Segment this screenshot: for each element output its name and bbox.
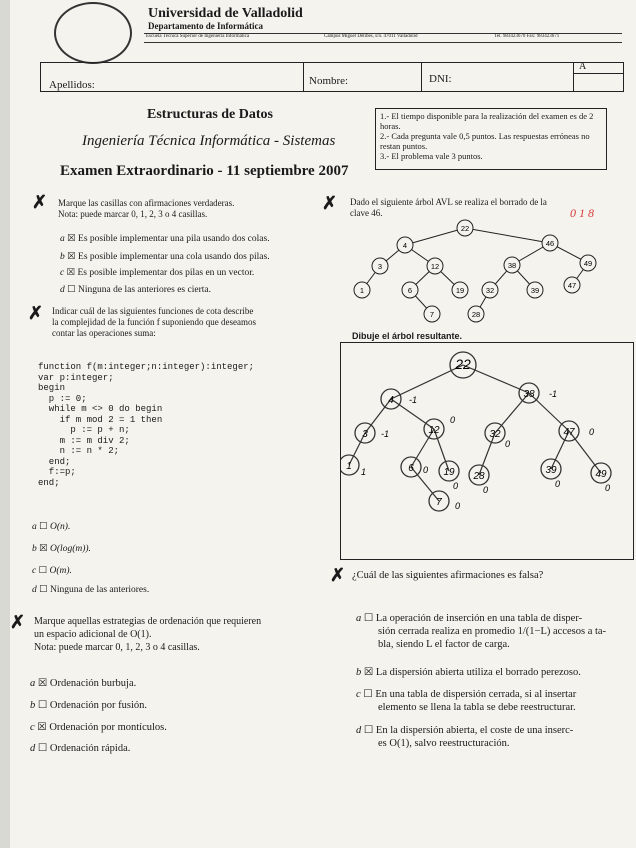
svg-text:6: 6 <box>408 463 414 474</box>
q2-option-b[interactable]: b ☒ O(log(m)). <box>32 544 91 554</box>
header-address-bar <box>144 33 622 43</box>
school-address: Campus Miguel Delibes, s/n. 47011 Valladolid <box>324 34 418 39</box>
q4-option-b[interactable]: b ☐ Ordenación por fusión. <box>30 700 148 711</box>
svg-text:38: 38 <box>523 389 535 400</box>
question-2-line-1: Indicar cuál de las siguientes funciones de cota describe <box>52 306 254 316</box>
hand-tree-node <box>424 415 455 439</box>
svg-text:49: 49 <box>583 259 593 268</box>
tree-node <box>580 255 596 271</box>
school-name: Escuela Técnica Superior de Ingeniería Informática <box>146 34 250 39</box>
question-1-mark: ✗ <box>32 192 48 212</box>
tree-node <box>542 235 558 251</box>
checkbox[interactable]: ☒ <box>66 268 76 278</box>
name-label: Nombre: <box>309 75 349 87</box>
balance-note: 1 <box>361 467 367 477</box>
checkbox[interactable]: ☒ <box>37 678 48 689</box>
q5-option-a[interactable]: a ☐ La operación de inserción en una tabla de disper- sión cerrada realiza en promedio 1/(1−L) accesos a ta- bla, siendo L el factor de carga. <box>356 613 607 650</box>
hand-tree-edge <box>463 365 529 393</box>
svg-text:12: 12 <box>430 262 440 271</box>
tree-node <box>504 257 520 273</box>
tree-node <box>424 306 440 322</box>
tree-node <box>564 277 580 293</box>
course-title: Estructuras de Datos <box>147 107 273 122</box>
avl-tree <box>340 218 632 328</box>
tree-node <box>468 306 484 322</box>
q5-option-d[interactable]: d ☐ En la dispersión abierta, el coste de una inserc- es O(1), salvo reestructuración. <box>356 725 574 749</box>
checkbox[interactable]: ☒ <box>67 234 76 244</box>
q1-option-d[interactable]: d ☐ Ninguna de las anteriores es cierta. <box>60 285 211 295</box>
university-name: Universidad de Valladolid <box>148 6 303 21</box>
question-1-text: Marque las casillas con afirmaciones verdaderas. <box>58 198 235 208</box>
hand-tree-node <box>355 423 389 443</box>
question-4-line-1: Marque aquellas estrategias de ordenación que requieren <box>34 616 262 627</box>
svg-text:1: 1 <box>346 461 352 472</box>
hand-tree-node <box>469 465 489 495</box>
checkbox[interactable]: ☒ <box>363 667 374 678</box>
svg-text:47: 47 <box>563 427 575 438</box>
checkbox[interactable]: ☐ <box>39 522 48 532</box>
checkbox[interactable]: ☐ <box>37 700 48 711</box>
balance-note: 0 <box>505 439 511 449</box>
university-seal <box>54 2 132 64</box>
svg-text:22: 22 <box>460 224 470 233</box>
exam-rules-box <box>375 108 607 170</box>
svg-text:39: 39 <box>530 286 540 295</box>
q4-option-c[interactable]: c ☒ Ordenación por montículos. <box>30 722 167 733</box>
q4-option-d[interactable]: d ☐ Ordenación rápida. <box>30 743 131 754</box>
tree-edge <box>465 228 550 243</box>
code-listing: function f(m:integer;n:integer):integer; var p:integer; begin p := 0; while m <> 0 do begin if m mod 2 = 1 then p := p + n; m := m div 2; n := n * 2; end; f:=p; end; <box>38 362 255 488</box>
question-5-mark: ✗ <box>330 565 346 585</box>
question-2-line-2: la complejidad de la función f suponiendo que deseamos <box>52 317 256 327</box>
balance-note: 0 <box>605 483 611 493</box>
checkbox[interactable]: ☐ <box>363 725 374 736</box>
svg-text:3: 3 <box>377 262 383 271</box>
tree-node <box>452 282 468 298</box>
rule-3: 3.- El problema vale 3 puntos. <box>380 151 483 161</box>
hand-tree-node <box>450 352 476 378</box>
question-3-line-1: Dado el siguiente árbol AVL se realiza el borrado de la <box>350 197 547 207</box>
question-3-mark: ✗ <box>322 193 338 213</box>
student-id-box <box>40 62 624 92</box>
drawing-area[interactable] <box>340 342 634 560</box>
question-4-line-2: un espacio adicional de O(1). <box>34 629 152 640</box>
svg-text:39: 39 <box>545 465 557 476</box>
exam-title: Examen Extraordinario - 11 septiembre 2007 <box>60 163 349 179</box>
hand-tree-edge <box>365 399 391 433</box>
tree-node <box>482 282 498 298</box>
question-5-text: ¿Cuál de las siguientes afirmaciones es falsa? <box>352 570 544 581</box>
balance-note: 0 <box>450 415 456 425</box>
hand-tree-node <box>559 421 594 441</box>
q5-option-c[interactable]: c ☐ En una tabla de dispersión cerrada, si al insertar elemento se llena la tabla se debe reestructurar. <box>356 689 577 713</box>
balance-note: 0 <box>589 427 595 437</box>
svg-text:22: 22 <box>455 356 471 372</box>
tree-node <box>527 282 543 298</box>
balance-note: -1 <box>549 389 558 399</box>
balance-note: 0 <box>453 481 459 491</box>
hand-tree-node <box>341 455 366 477</box>
checkbox[interactable]: ☐ <box>363 613 374 624</box>
svg-text:28: 28 <box>471 310 481 319</box>
hand-tree-node <box>401 457 428 477</box>
q5-option-b[interactable]: b ☒ La dispersión abierta utiliza el borrado perezoso. <box>356 667 581 678</box>
svg-text:3: 3 <box>362 429 368 440</box>
question-4-note: Nota: puede marcar 0, 1, 2, 3 o 4 casillas. <box>34 642 200 653</box>
tree-node <box>402 282 418 298</box>
exam-sheet <box>10 0 636 848</box>
balance-note: 0 <box>455 501 461 511</box>
tree-node <box>397 237 413 253</box>
department-name: Departamento de Informática <box>148 21 263 31</box>
tree-node <box>372 258 388 274</box>
handwritten-note: 0 1 8 <box>570 206 594 220</box>
svg-text:32: 32 <box>485 286 495 295</box>
checkbox[interactable]: ☐ <box>37 743 48 754</box>
model-letter: A <box>579 61 587 72</box>
hand-tree-edge <box>391 365 463 399</box>
svg-text:4: 4 <box>402 241 408 250</box>
checkbox[interactable]: ☐ <box>38 566 48 576</box>
q2-option-c[interactable]: c ☐ O(m). <box>32 566 72 576</box>
checkbox[interactable]: ☒ <box>39 544 48 554</box>
svg-text:38: 38 <box>507 261 517 270</box>
question-2-line-3: contar las operaciones suma: <box>52 328 156 338</box>
checkbox[interactable]: ☒ <box>37 722 47 733</box>
handwritten-tree <box>341 343 633 559</box>
hand-tree-node <box>541 459 561 489</box>
surname-label: Apellidos: <box>49 79 95 91</box>
svg-text:7: 7 <box>429 310 435 319</box>
hand-tree-node <box>439 461 459 491</box>
checkbox[interactable]: ☒ <box>67 252 76 262</box>
checkbox[interactable]: ☐ <box>39 585 48 595</box>
q1-option-a[interactable]: a ☒ Es posible implementar una pila usando dos colas. <box>60 234 270 244</box>
rule-1: 1.- El tiempo disponible para la realización del examen es de 2 horas. <box>380 111 594 131</box>
svg-text:4: 4 <box>388 395 394 406</box>
svg-text:19: 19 <box>455 286 465 295</box>
tree-node <box>457 220 473 236</box>
q4-option-a[interactable]: a ☒ Ordenación burbuja. <box>30 678 137 689</box>
balance-note: -1 <box>409 395 418 405</box>
hand-tree-node <box>485 423 510 449</box>
svg-text:6: 6 <box>407 286 413 295</box>
rule-2: 2.- Cada pregunta vale 0,5 puntos. Las respuestas erróneas no restan puntos. <box>380 131 590 151</box>
school-phone: Tel. 983423670 Fax: 983423671 <box>494 34 560 39</box>
hand-tree-node <box>591 463 611 493</box>
hand-tree-node <box>519 383 557 403</box>
svg-text:19: 19 <box>443 467 455 478</box>
svg-text:28: 28 <box>473 471 485 482</box>
svg-text:49: 49 <box>595 469 607 480</box>
tree-node <box>354 282 370 298</box>
balance-note: 0 <box>483 485 489 495</box>
question-3-line-2: clave 46. <box>350 208 383 218</box>
balance-note: 0 <box>423 465 429 475</box>
degree-title: Ingeniería Técnica Informática - Sistemas <box>82 133 336 149</box>
question-1-note: Nota: puede marcar 0, 1, 2, 3 o 4 casillas. <box>58 209 208 219</box>
q2-option-a[interactable]: a ☐ O(n). <box>32 522 71 532</box>
svg-text:7: 7 <box>436 497 442 508</box>
tree-node <box>427 258 443 274</box>
svg-text:32: 32 <box>489 429 501 440</box>
balance-note: 0 <box>555 479 561 489</box>
checkbox[interactable]: ☐ <box>67 285 76 295</box>
q2-option-d[interactable]: d ☐ Ninguna de las anteriores. <box>32 585 150 595</box>
draw-instruction: Dibuje el árbol resultante. <box>352 331 463 341</box>
checkbox[interactable]: ☐ <box>363 689 373 700</box>
q1-option-c[interactable]: c ☒ Es posible implementar dos pilas en un vector. <box>60 268 255 278</box>
svg-text:46: 46 <box>545 239 555 248</box>
svg-text:1: 1 <box>359 286 365 295</box>
tree-edge <box>405 228 465 245</box>
balance-note: -1 <box>381 429 390 439</box>
dni-label: DNI: <box>429 73 452 85</box>
q1-option-b[interactable]: b ☒ Es posible implementar una cola usando dos pilas. <box>60 252 270 262</box>
question-4-mark: ✗ <box>10 612 26 632</box>
question-2-mark: ✗ <box>28 303 44 323</box>
svg-text:12: 12 <box>428 425 440 436</box>
svg-text:47: 47 <box>567 281 577 290</box>
